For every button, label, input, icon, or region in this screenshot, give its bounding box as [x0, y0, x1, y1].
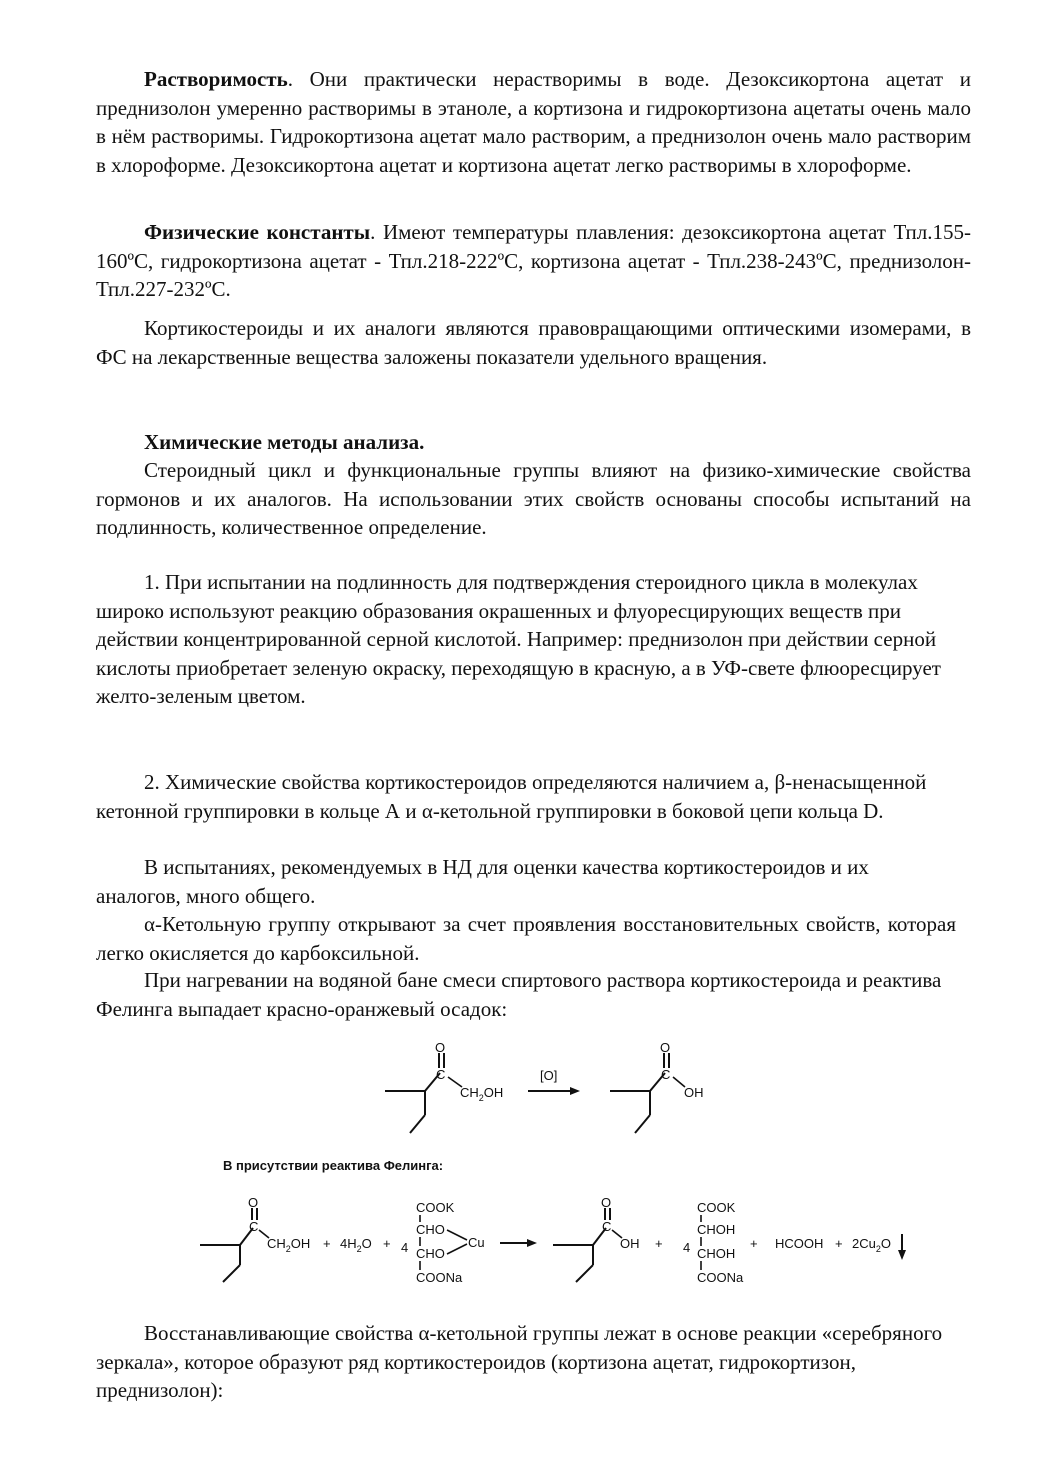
carbonyl-oxygen: O [660, 1040, 671, 1055]
cook-label: COOK [697, 1200, 736, 1215]
paragraph-test-2: 2. Химические свойства кортикостероидов определяются наличием а, β-ненасыщенной кетонной группировки в кольце А и α-кетольной группировки в боковой цепи кольца D. [96, 770, 927, 823]
coona-label: COONa [416, 1270, 463, 1285]
term-physical-constants: Физические константы [144, 220, 371, 244]
oxidant-label: [O] [540, 1068, 558, 1083]
paragraph-test-1: 1. При испытании на подлинность для подтверждения стероидного цикла в молекулах широко используют реакцию образования окрашенных и флуоресцирующих веществ при действии концентрированной серной кислотой. Например: преднизолон при действии серной кислоты приобретает зеленую окраску, переходящую в красную, а в УФ-свете флюоресцирует желто-зеленым цветом. [96, 570, 941, 708]
bond [223, 1265, 240, 1282]
copper-oxide-label: $2Cu_2O$ [852, 1236, 891, 1254]
coefficient: 4 [683, 1240, 691, 1255]
fehling-caption: В присутствии реактива Фелинга: [223, 1158, 444, 1173]
bond [447, 1230, 467, 1240]
coona-label: COONa [697, 1270, 744, 1285]
water-label: $4H_2O$ [340, 1236, 372, 1254]
coefficient: 4 [401, 1240, 409, 1255]
physical-constants-text: . Имеют температуры плавления: дезоксикортона ацетат Тпл.155-160ºС, гидрокортизона ацетат - Тпл.218-222ºС, кортизона ацетат - Тпл.238-243ºС, преднизолон- Тпл.227-232ºС. [96, 220, 971, 301]
paragraph-fehling: При нагревании на водяной бане смеси спиртового раствора кортикостероида и реактива Фелинга выпадает красно-оранжевый осадок: [96, 968, 942, 1021]
cho-label: CHO [416, 1246, 445, 1261]
carbonyl-oxygen: O [601, 1195, 612, 1210]
bond [635, 1115, 650, 1133]
arrow-head [570, 1087, 580, 1095]
paragraph-silver-mirror: Восстанавливающие свойства α-кетольной группы лежат в основе реакции «серебряного зеркала», которое образуют ряд кортикостероидов (кортизона ацетат, гидрокортизон, преднизолон): [96, 1321, 943, 1402]
arrow-head [527, 1239, 537, 1247]
carbon-label: C [436, 1067, 446, 1082]
heading-chemical-methods: Химические методы анализа. [144, 430, 425, 454]
plus-sign: + [655, 1236, 663, 1251]
oh-label: OH [620, 1236, 640, 1251]
term-solubility: Растворимость [144, 67, 288, 91]
bond [410, 1115, 425, 1133]
carbon-label: C [661, 1067, 671, 1082]
paragraph-physical-constants [96, 218, 971, 304]
bond [576, 1265, 593, 1282]
carbon-label: C [249, 1219, 259, 1234]
precipitate-arrow-head [898, 1250, 906, 1260]
cook-label: COOK [416, 1200, 455, 1215]
ch2oh-label: $CH_2OH$ [267, 1236, 311, 1254]
bond [447, 1244, 467, 1254]
plus-sign: + [323, 1236, 331, 1251]
paragraph-steroid-cycle: Стероидный цикл и функциональные группы влияют на физико-химические свойства гормонов и их аналогов. На использовании этих свойств основаны способы испытаний на подлинность, количественное определение. [96, 458, 971, 539]
carbonyl-oxygen: O [435, 1040, 446, 1055]
carbon-label: C [602, 1219, 612, 1234]
paragraph-ketol-group: α-Кетольную группу открывают за счет проявления восстановительных свойств, которая легко окисляется до карбоксильной. [96, 912, 956, 965]
paragraph-nd-tests: В испытаниях, рекомендуемых в НД для оценки качества кортикостероидов и их аналогов, много общего. [96, 855, 869, 908]
carbonyl-oxygen: O [248, 1195, 259, 1210]
cho-label: CHO [416, 1222, 445, 1237]
plus-sign: + [835, 1236, 843, 1251]
paragraph-solubility [96, 65, 971, 179]
plus-sign: + [383, 1236, 391, 1251]
choh-label: CHOH [697, 1246, 736, 1261]
oh-label: OH [684, 1085, 704, 1100]
oxidation-scheme [380, 1035, 720, 1140]
fehling-scheme [195, 1150, 940, 1300]
ch2oh-label: $CH_2OH$ [460, 1085, 504, 1103]
copper-label: Cu [468, 1235, 485, 1250]
choh-label: CHOH [697, 1222, 736, 1237]
plus-sign: + [750, 1236, 758, 1251]
paragraph-optical-isomers: Кортикостероиды и их аналоги являются правовращающими оптическими изомерами, в ФС на лекарственные вещества заложены показатели удельного вращения. [96, 316, 971, 369]
solubility-text: . Они практически нерастворимы в воде. Дезоксикортона ацетат и преднизолон умеренно растворимы в этаноле, а кортизона и гидрокортизона ацетаты очень мало в нём растворимы. Гидрокортизона ацетат мало растворим, а преднизолон очень мало растворим в хлороформе. Дезоксикортона ацетат и кортизона ацетат легко растворимы в хлороформе. [96, 67, 971, 177]
formic-acid-label: HCOOH [775, 1236, 824, 1251]
